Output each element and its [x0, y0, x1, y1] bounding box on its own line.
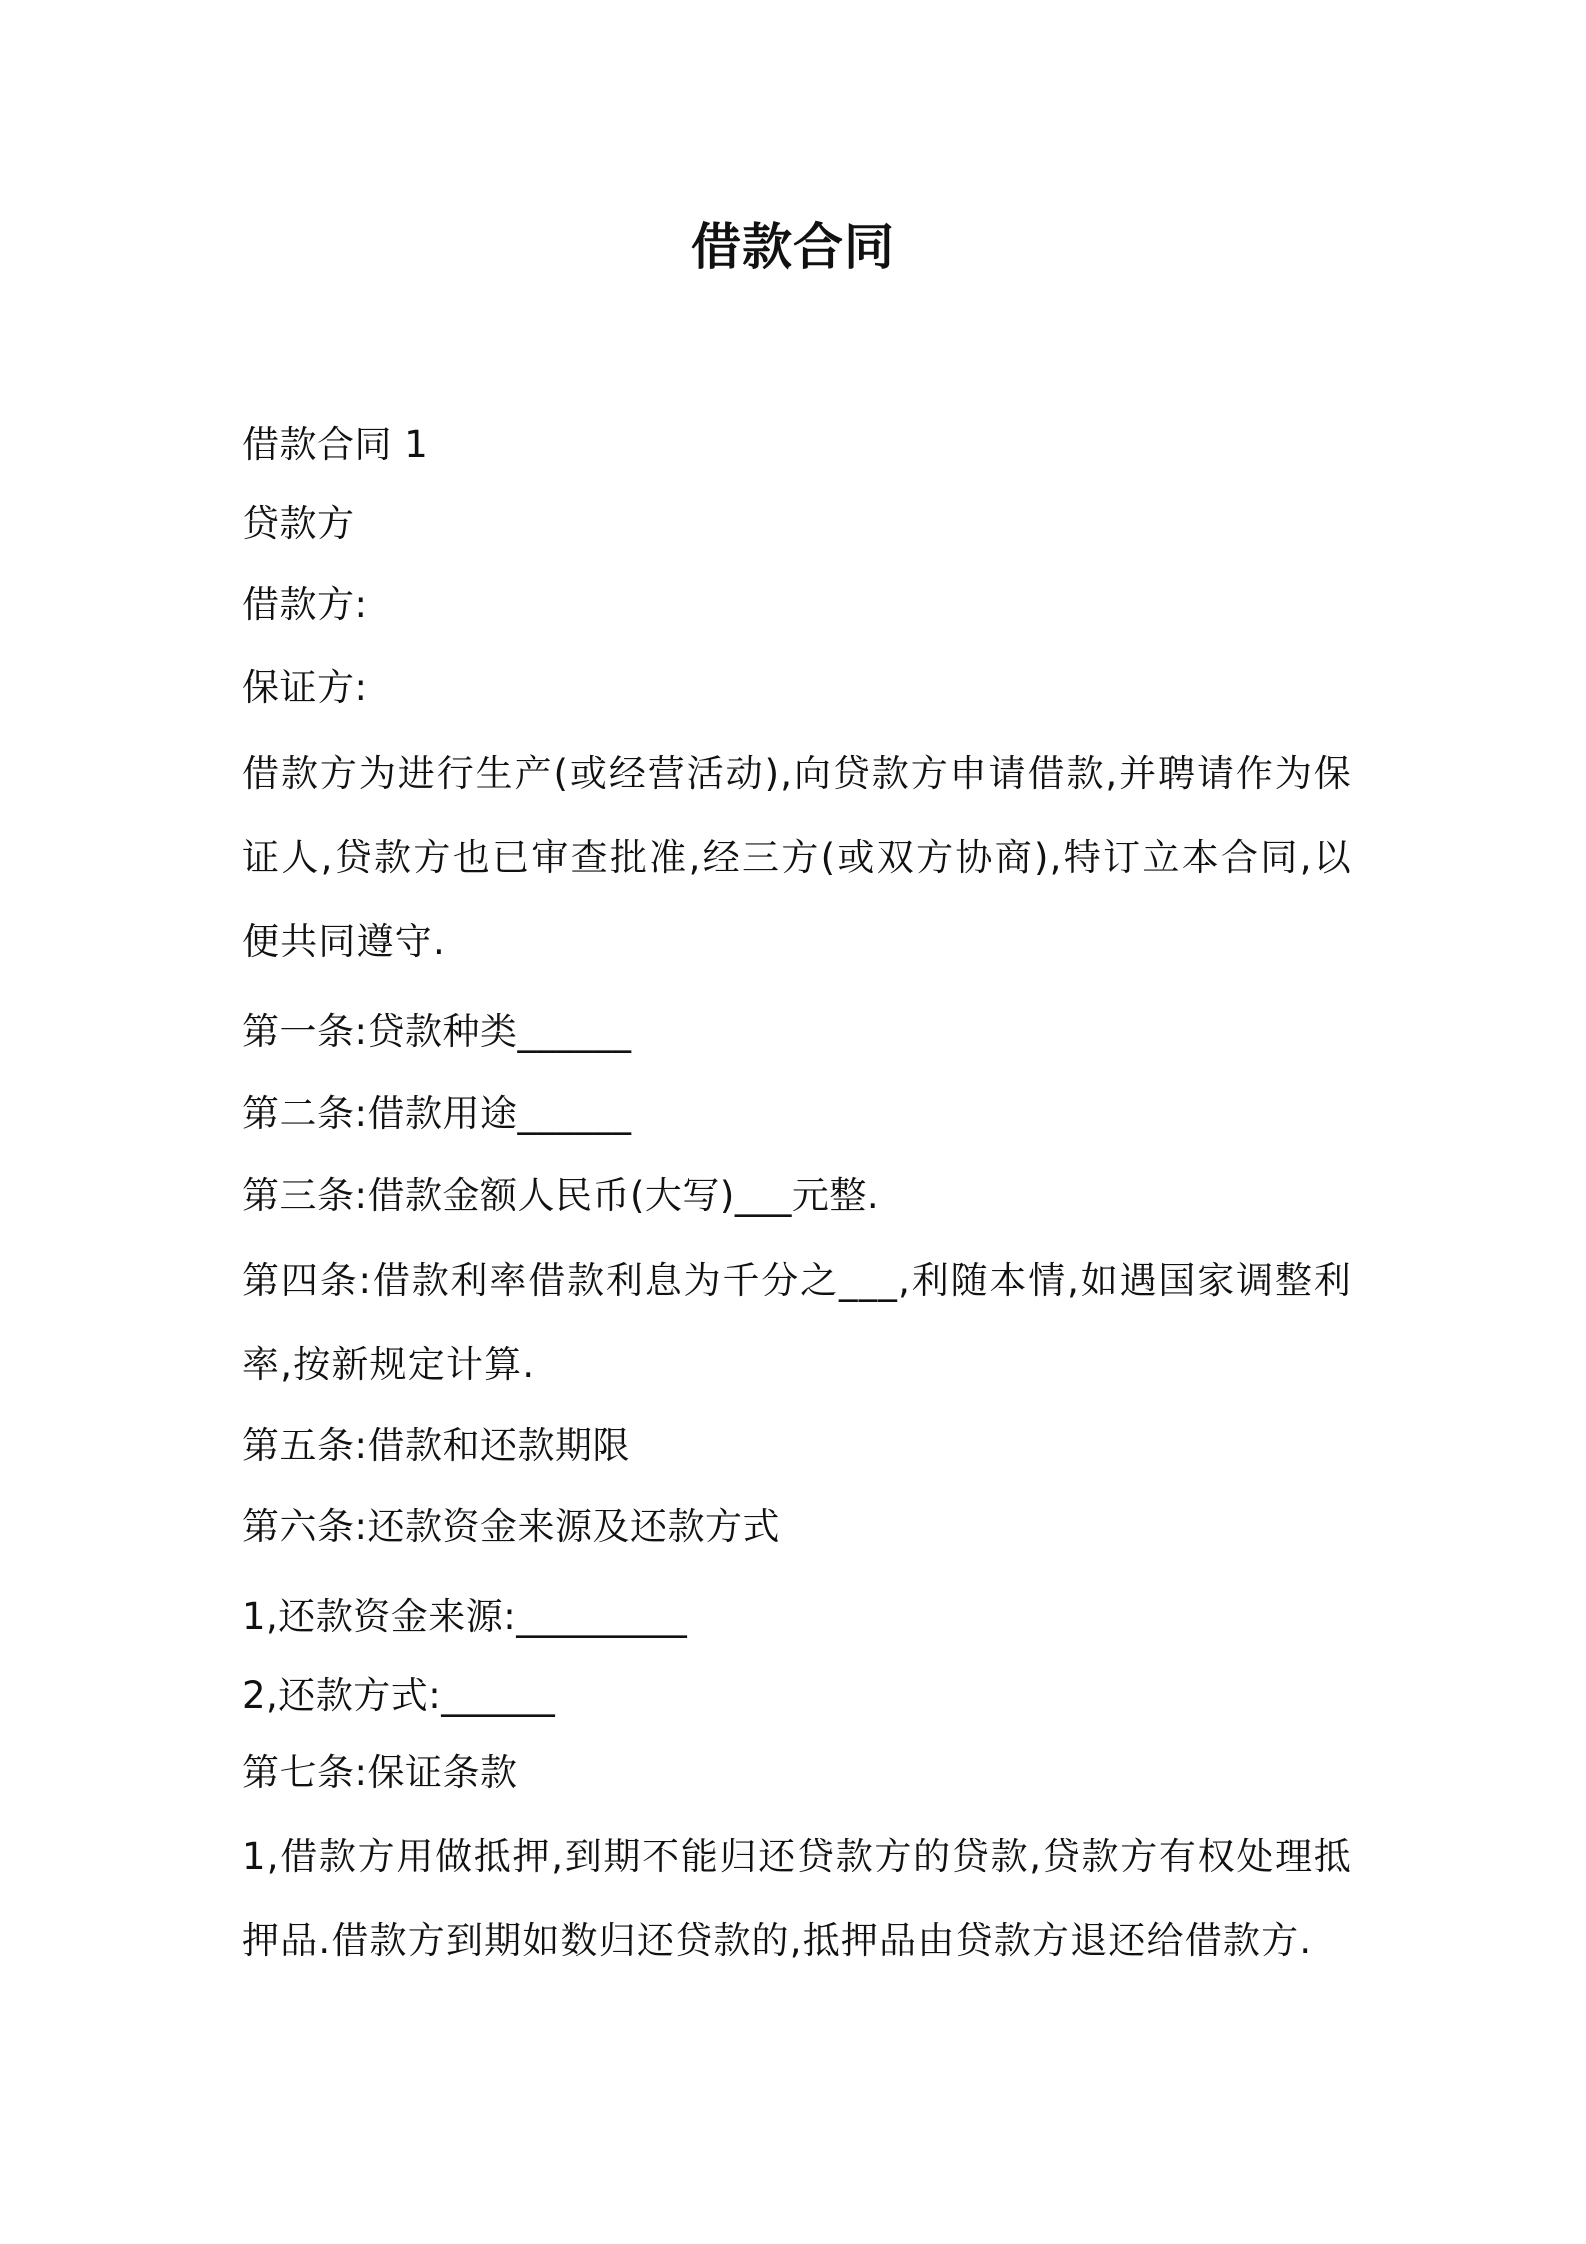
article-4: 第四条:借款利率借款利息为千分之___,利随本情,如遇国家调整利率,按新规定计算. [242, 1259, 1352, 1386]
article-7-item-1: 1,借款方用做抵押,到期不能归还贷款方的贷款,贷款方有权处理抵押品.借款方到期如数归还贷款的,抵押品由贷款方退还给借款方. [242, 1835, 1352, 1962]
lender-label: 贷款方 [242, 502, 355, 545]
article-2: 第二条:借款用途______ [242, 1092, 632, 1135]
article-6-item-1: 1,还款资金来源:_________ [242, 1595, 688, 1638]
borrower-label: 借款方: [242, 583, 368, 626]
document-title: 借款合同 [691, 218, 895, 276]
intro-paragraph: 借款方为进行生产(或经营活动),向贷款方申请借款,并聘请作为保证人,贷款方也已审查批准,经三方(或双方协商),特订立本合同,以便共同遵守. [242, 752, 1352, 963]
article-6-item-2: 2,还款方式:______ [242, 1674, 556, 1717]
article-7: 第七条:保证条款 [242, 1751, 518, 1794]
article-1: 第一条:贷款种类______ [242, 1010, 632, 1053]
article-6: 第六条:还款资金来源及还款方式 [242, 1505, 780, 1548]
guarantor-label: 保证方: [242, 666, 368, 709]
article-3: 第三条:借款金额人民币(大写)___元整. [242, 1174, 880, 1217]
article-5: 第五条:借款和还款期限 [242, 1424, 630, 1467]
section-heading: 借款合同 1 [242, 423, 429, 466]
